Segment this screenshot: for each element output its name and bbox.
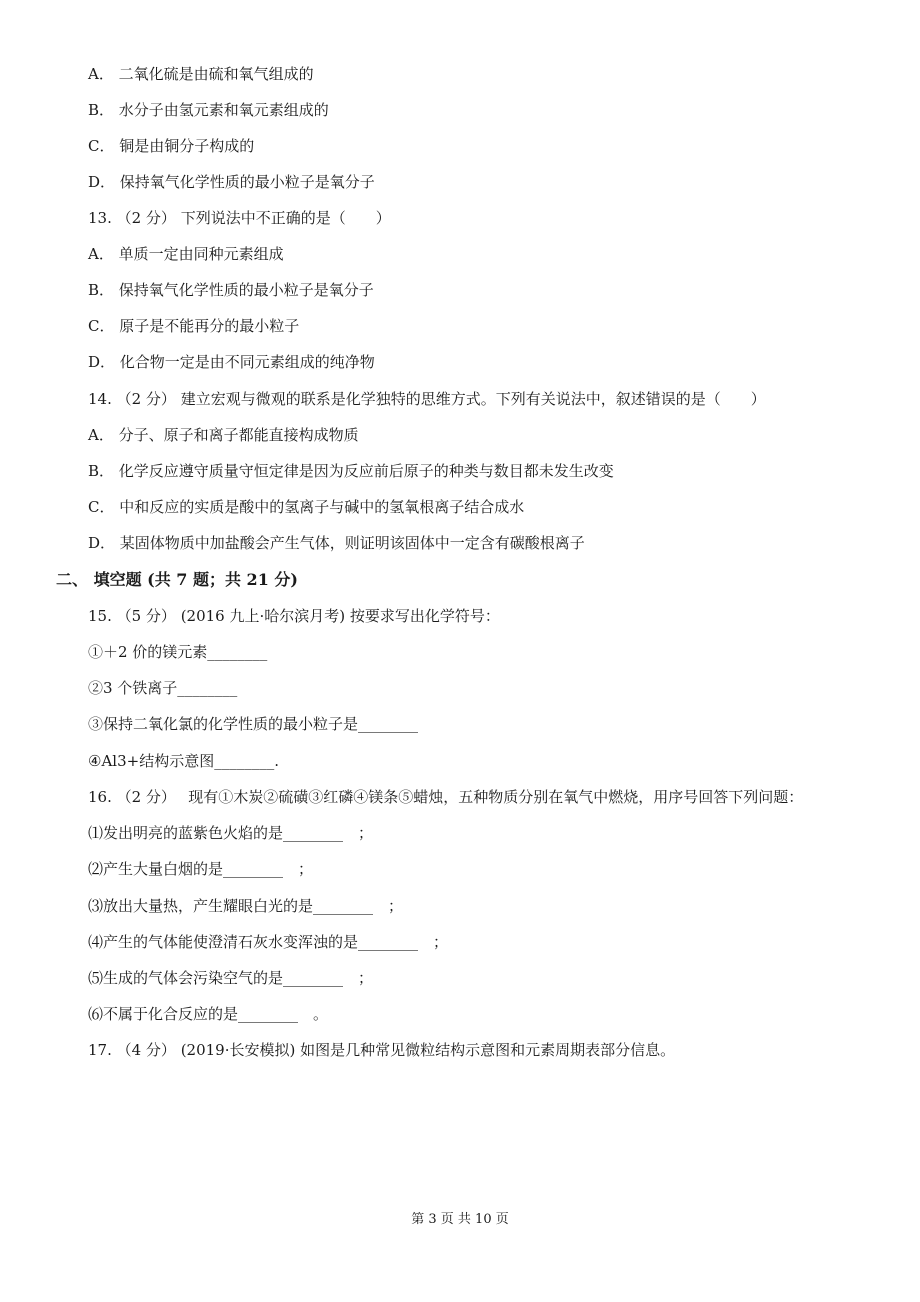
page-footer: 第 3 页 共 10 页 <box>411 1212 509 1227</box>
q17-stem: 17. （4 分） (2019·长安模拟) 如图是几种常见微粒结构示意图和元素周期表部分信息。 <box>88 1041 676 1059</box>
q15-item-1: ①＋2 价的镁元素________ <box>88 643 268 661</box>
q16-item-6: ⑹不属于化合反应的是________ 。 <box>88 1005 329 1023</box>
q12-option-b: B． 水分子由氢元素和氧元素组成的 <box>88 101 329 119</box>
q16-item-4: ⑷产生的气体能使澄清石灰水变浑浊的是________ ； <box>88 933 449 951</box>
q16-item-1: ⑴发出明亮的蓝紫色火焰的是________ ； <box>88 824 374 842</box>
section-heading: 二、 填空题 (共 7 题；共 21 分) <box>56 570 298 589</box>
q15-item-2: ②3 个铁离子________ <box>88 679 238 697</box>
q16-item-2: ⑵产生大量白烟的是________ ； <box>88 860 314 878</box>
q14-stem: 14. （2 分） 建立宏观与微观的联系是化学独特的思维方式。下列有关说法中，叙述错误的是（ ） <box>88 390 766 408</box>
q12-option-a: A． 二氧化硫是由硫和氧气组成的 <box>88 65 314 83</box>
q13-option-b: B． 保持氧气化学性质的最小粒子是氧分子 <box>88 281 374 299</box>
q16-item-3: ⑶放出大量热，产生耀眼白光的是________ ； <box>88 897 404 915</box>
q13-option-c: C． 原子是不能再分的最小粒子 <box>88 317 300 335</box>
q15-item-4: ④Al3+结构示意图________. <box>88 752 279 770</box>
q13-option-d: D． 化合物一定是由不同元素组成的纯净物 <box>88 353 375 371</box>
q16-item-5: ⑸生成的气体会污染空气的是________ ； <box>88 969 374 987</box>
q12-option-d: D． 保持氧气化学性质的最小粒子是氧分子 <box>88 173 375 191</box>
q12-option-c: C． 铜是由铜分子构成的 <box>88 137 255 155</box>
q13-option-a: A． 单质一定由同种元素组成 <box>88 245 284 263</box>
q15-item-3: ③保持二氧化氯的化学性质的最小粒子是________ <box>88 715 419 733</box>
q14-option-d: D． 某固体物质中加盐酸会产生气体，则证明该固体中一定含有碳酸根离子 <box>88 534 585 552</box>
q14-option-a: A． 分子、原子和离子都能直接构成物质 <box>88 426 359 444</box>
q15-stem: 15. （5 分） (2016 九上·哈尔滨月考) 按要求写出化学符号： <box>88 607 500 625</box>
q14-option-c: C． 中和反应的实质是酸中的氢离子与碱中的氢氧根离子结合成水 <box>88 498 525 516</box>
q16-stem: 16. （2 分） 现有①木炭②硫磺③红磷④镁条⑤蜡烛，五种物质分别在氧气中燃烧，用序号回答下列问题： <box>88 788 804 806</box>
q13-stem: 13. （2 分） 下列说法中不正确的是（ ） <box>88 209 391 227</box>
q14-option-b: B． 化学反应遵守质量守恒定律是因为反应前后原子的种类与数目都未发生改变 <box>88 462 614 480</box>
